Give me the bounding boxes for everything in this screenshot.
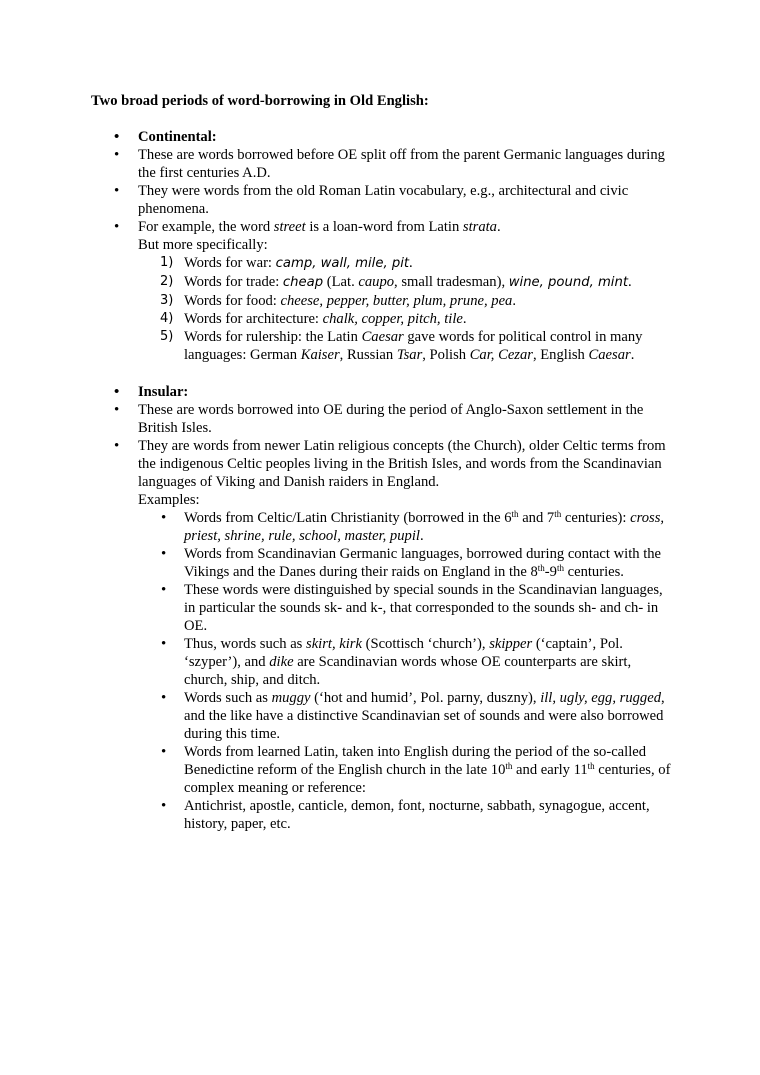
continental-heading: • Continental: [0,128,678,146]
example-celtic-latin: • Words from Celtic/Latin Christianity (borrowed in the 6th and 7th centuries): cross, priest, shrine, rule, school, master, pupil. [0,509,674,545]
example-skirt-kirk: • Thus, words such as skirt, kirk (Scottisch ‘church’), skipper (‘captain’, Pol. ‘szyper’), and dike are Scandinavian words whose OE counterparts are skirt, church, ship, and ditch. [0,635,674,689]
numbered-item-food: 3) Words for food: cheese, pepper, butter, plum, prune, pea. [160,293,516,309]
example-scandinavian: • Words from Scandinavian Germanic languages, borrowed during contact with the Vikings and the Danes during their raids on England in the 8th-9th centuries. [0,545,674,581]
item-number: 2) [160,274,174,289]
numbered-item-trade: 2) Words for trade: cheap (Lat. caupo, small tradesman), wine, pound, mint. [160,274,632,290]
numbered-item-war: 1) Words for war: camp, wall, mile, pit. [160,255,413,271]
item-number: 5) [160,329,174,344]
insular-bullet-2: • They are words from newer Latin religious concepts (the Church), older Celtic terms from the indigenous Celtic peoples living in the British Isles, and words from the Scandinavian languages of Viking and Danish raiders in England. [0,437,678,491]
example-word-list: • Antichrist, apostle, canticle, demon, font, nocturne, sabbath, synagogue, accent, history, paper, etc. [0,797,674,833]
numbered-item-rulership: 5) Words for rulership: the Latin Caesar gave words for political control in many languages: German Kaiser, Russian Tsar, Polish Car, Cezar, English Caesar. [160,329,643,363]
item-number: 3) [160,293,174,308]
example-sounds: • These words were distinguished by special sounds in the Scandinavian languages, in particular the sounds sk- and k-, that corresponded to the sounds sh- and ch- in OE. [0,581,674,635]
item-number: 1) [160,255,174,270]
continental-bullet-3: • For example, the word street is a loan-word from Latin strata. [0,218,678,236]
insular-heading: • Insular: [0,383,678,401]
item-number: 4) [160,311,174,326]
continental-section [0,128,760,364]
example-muggy: • Words such as muggy (‘hot and humid’, Pol. parny, duszny), ill, ugly, egg, rugged, and the like have a distinctive Scandinavian set of sounds and were also borrowed during this time. [0,689,674,743]
insular-bullet-1: • These are words borrowed into OE during the period of Anglo-Saxon settlement in the British Isles. [0,401,678,437]
numbered-item-architecture: 4) Words for architecture: chalk, copper, pitch, tile. [160,311,467,327]
document-title: Two broad periods of word-borrowing in Old English: [91,93,429,109]
continental-bullet-1: • These are words borrowed before OE split off from the parent Germanic languages during the first centuries A.D. [0,146,678,182]
continental-bullet-2: • They were words from the old Roman Latin vocabulary, e.g., architectural and civic phenomena. [0,182,678,218]
insular-section [0,383,760,833]
specific-line: But more specifically: [138,237,268,253]
examples-label: Examples: [138,492,200,508]
example-learned-latin: • Words from learned Latin, taken into English during the period of the so-called Benedictine reform of the English church in the late 10th and early 11th centuries, of complex meaning or reference: [0,743,674,797]
